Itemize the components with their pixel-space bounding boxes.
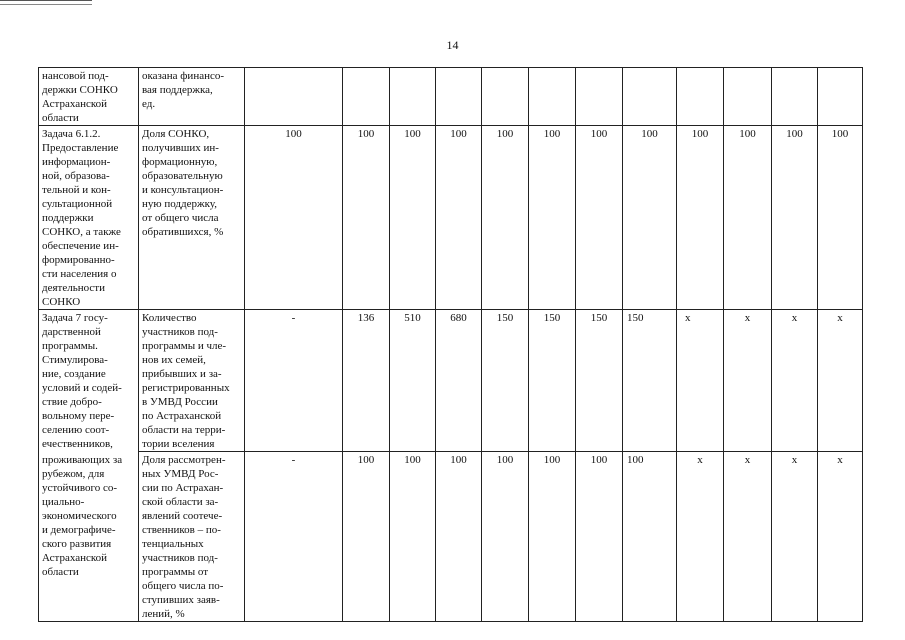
value-cell: 100 bbox=[482, 452, 529, 622]
value-cell bbox=[677, 68, 724, 126]
task-cell: нансовой под- держки СОНКО Астраханской области bbox=[39, 68, 139, 126]
indicator-cell: оказана финансо- вая поддержка, ед. bbox=[139, 68, 245, 126]
value-cell: x bbox=[772, 310, 818, 452]
value-cell: 100 bbox=[529, 452, 576, 622]
task-cell: Задача 7 госу- дарственной программы. Стимулирова- ние, создание условий и содей- ствие добро- вольному пере- селению соот- ечественников, bbox=[39, 310, 139, 452]
value-cell: 100 bbox=[343, 126, 390, 310]
value-cell bbox=[772, 68, 818, 126]
value-cell: 100 bbox=[772, 126, 818, 310]
value-cell: x bbox=[724, 310, 772, 452]
table-row bbox=[39, 452, 863, 622]
value-cell bbox=[724, 68, 772, 126]
indicator-cell: Доля рассмотрен- ных УМВД Рос- сии по Астрахан- ской области за- явлений соотече- ственников – по- тенциальных участников под- программы от общего числа по- ступивших заяв- лений, % bbox=[139, 452, 245, 622]
value-cell bbox=[245, 68, 343, 126]
value-cell: x bbox=[677, 310, 724, 452]
value-cell: - bbox=[245, 310, 343, 452]
value-cell bbox=[818, 68, 863, 126]
value-cell bbox=[529, 68, 576, 126]
value-cell: x bbox=[677, 452, 724, 622]
value-cell bbox=[623, 68, 677, 126]
indicators-table bbox=[38, 67, 863, 622]
value-cell: 510 bbox=[390, 310, 436, 452]
table-row bbox=[39, 126, 863, 310]
value-cell: x bbox=[818, 452, 863, 622]
value-cell: 100 bbox=[390, 126, 436, 310]
page-number: 14 bbox=[446, 38, 459, 52]
indicator-cell: Количество участников под- программы и чле- нов их семей, прибывших и за- регистрированных в УМВД России по Астраханской области на терри- тории вселения bbox=[139, 310, 245, 452]
task-cell: проживающих за рубежом, для устойчивого со- циально- экономического и демографиче- ского развития Астраханской области bbox=[39, 452, 139, 622]
value-cell: 100 bbox=[576, 126, 623, 310]
value-cell: 100 bbox=[724, 126, 772, 310]
table-row bbox=[39, 310, 863, 452]
value-cell: 100 bbox=[482, 126, 529, 310]
value-cell: 150 bbox=[576, 310, 623, 452]
value-cell: 100 bbox=[623, 452, 677, 622]
value-cell: 150 bbox=[529, 310, 576, 452]
scan-corner-mark bbox=[0, 0, 92, 5]
value-cell: x bbox=[724, 452, 772, 622]
value-cell: 100 bbox=[529, 126, 576, 310]
task-cell: Задача 6.1.2. Предоставление информацион- ной, образова- тельной и кон- сультационной поддержки СОНКО, а также обеспечение ин- формированно- сти населения о деятельности СОНКО bbox=[39, 126, 139, 310]
value-cell bbox=[343, 68, 390, 126]
indicator-cell: Доля СОНКО, получивших ин- формационную, образовательную и консультацион- ную поддержку, от общего числа обратившихся, % bbox=[139, 126, 245, 310]
value-cell: - bbox=[245, 452, 343, 622]
value-cell: 100 bbox=[390, 452, 436, 622]
value-cell: 680 bbox=[436, 310, 482, 452]
value-cell: 100 bbox=[818, 126, 863, 310]
value-cell: 100 bbox=[343, 452, 390, 622]
value-cell bbox=[482, 68, 529, 126]
value-cell bbox=[576, 68, 623, 126]
value-cell: 100 bbox=[436, 126, 482, 310]
value-cell: 100 bbox=[677, 126, 724, 310]
value-cell: 100 bbox=[436, 452, 482, 622]
value-cell: 150 bbox=[482, 310, 529, 452]
value-cell: 150 bbox=[623, 310, 677, 452]
value-cell: 100 bbox=[576, 452, 623, 622]
value-cell: x bbox=[772, 452, 818, 622]
value-cell: x bbox=[818, 310, 863, 452]
value-cell: 100 bbox=[623, 126, 677, 310]
value-cell bbox=[436, 68, 482, 126]
value-cell: 100 bbox=[245, 126, 343, 310]
value-cell bbox=[390, 68, 436, 126]
table-row bbox=[39, 68, 863, 126]
value-cell: 136 bbox=[343, 310, 390, 452]
